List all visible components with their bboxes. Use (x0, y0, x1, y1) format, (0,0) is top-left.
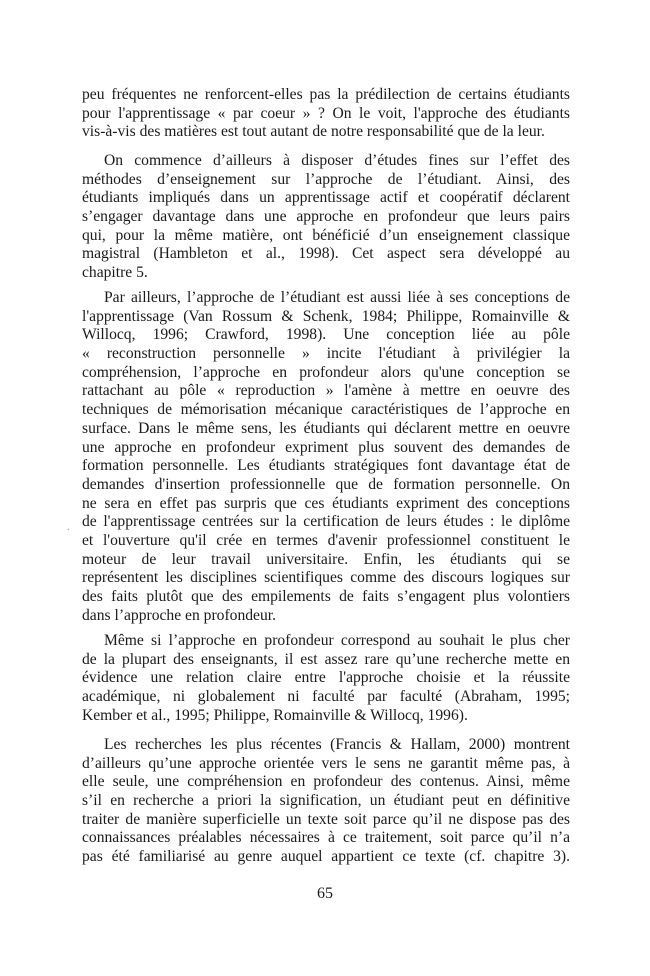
text-line: méthodes d’enseignement sur l’approche de l’étudiant. Ainsi, des (82, 170, 570, 188)
text-line: magistral (Hambleton et al., 1998). Cet aspect sera développé au (82, 245, 570, 263)
text-line: pas été familiarisé au genre auquel appartient ce texte (cf. chapitre 3). (82, 848, 570, 866)
paragraph-2 (82, 152, 570, 283)
text-line: dans l’approche en profondeur. (82, 606, 276, 624)
text-line: techniques de mémorisation mécanique caractéristiques de l’approche en (82, 401, 570, 419)
text-line: pour l'apprentissage « par coeur » ? On le voit, l'approche des étudiants (82, 104, 570, 122)
text-line: peu fréquentes ne renforcent-elles pas la prédilection de certains étudiants (82, 86, 570, 103)
text-line: demandes d'insertion professionnelle que de formation personnelle. On (82, 475, 570, 493)
text-line: l'apprentissage (Van Rossum & Schenk, 1984; Philippe, Romainville & (82, 307, 570, 325)
text-line: Même si l’approche en profondeur correspond au souhait le plus cher (104, 632, 570, 649)
text-line: de la plupart des enseignants, il est assez rare qu’une recherche mette en (82, 650, 570, 668)
text-line: elle seule, une compréhension en profondeur des contenus. Ainsi, même (82, 773, 570, 791)
text-line: évidence une relation claire entre l'approche choisie et la réussite (82, 669, 570, 687)
paragraph-4 (82, 632, 570, 725)
margin-dot: . (67, 522, 70, 533)
text-line: On commence d’ailleurs à disposer d’études fines sur l’effet des (104, 152, 570, 169)
text-line: d’ailleurs qu’une approche orientée vers le sens ne garantit même pas, à (82, 754, 570, 772)
text-line: représentent les disciplines scientifiques comme des discours logiques sur (82, 569, 570, 587)
text-line: des faits plutôt que des empilements de faits s’engagent plus volontiers (82, 588, 570, 605)
text-line: formation personnelle. Les étudiants stratégiques font davantage état de (82, 457, 570, 475)
text-line: Les recherches les plus récentes (Francis & Hallam, 2000) montrent (104, 736, 570, 753)
paragraph-3 (82, 289, 570, 625)
text-line: s’engager davantage dans une approche en profondeur que leurs pairs (82, 208, 570, 226)
text-line: traiter de manière superficielle un texte soit parce qu’il ne dispose pas des (82, 810, 570, 828)
paragraph-1 (82, 86, 570, 142)
text-line: étudiants impliqués dans un apprentissage actif et coopératif déclarent (82, 189, 570, 207)
text-line: ne sera en effet pas surpris que ces étudiants expriment des conceptions (82, 494, 570, 512)
text-line: de l'apprentissage centrées sur la certification de leurs études : le diplôme (82, 513, 570, 531)
text-line: s’il en recherche a priori la signification, un étudiant peut en définitive (82, 792, 570, 810)
text-line: Par ailleurs, l’approche de l’étudiant est aussi liée à ses conceptions de (104, 289, 570, 306)
text-line: moteur de leur travail universitaire. Enfin, les étudiants qui se (82, 550, 570, 568)
text-line: Kember et al., 1995; Philippe, Romainville & Willocq, 1996). (82, 706, 468, 724)
text-line: surface. Dans le même sens, les étudiants qui déclarent mettre en oeuvre (82, 419, 570, 437)
text-line: qui, pour la même matière, ont bénéficié d’un enseignement classique (82, 226, 570, 244)
text-line: rattachant au pôle « reproduction » l'amène à mettre en oeuvre des (82, 382, 570, 400)
page-number: 65 (317, 885, 333, 902)
text-line: académique, ni globalement ni faculté par faculté (Abraham, 1995; (82, 688, 570, 706)
text-line: vis-à-vis des matières est tout autant de notre responsabilité que de la leur. (82, 123, 545, 141)
text-line: connaissances préalables nécessaires à ce traitement, soit parce qu’il n’a (82, 829, 570, 847)
text-line: une approche en profondeur expriment plus souvent des demandes de (82, 438, 570, 456)
text-line: Willocq, 1996; Crawford, 1998). Une conception liée au pôle (82, 326, 570, 344)
text-line: et l'ouverture qu'il crée en termes d'avenir professionnel constituent le (82, 531, 570, 549)
paragraph-5 (82, 736, 570, 867)
text-line: chapitre 5. (82, 264, 148, 282)
text-line: « reconstruction personnelle » incite l'étudiant à privilégier la (82, 345, 570, 363)
text-line: compréhension, l’approche en profondeur alors qu'une conception se (82, 363, 570, 381)
